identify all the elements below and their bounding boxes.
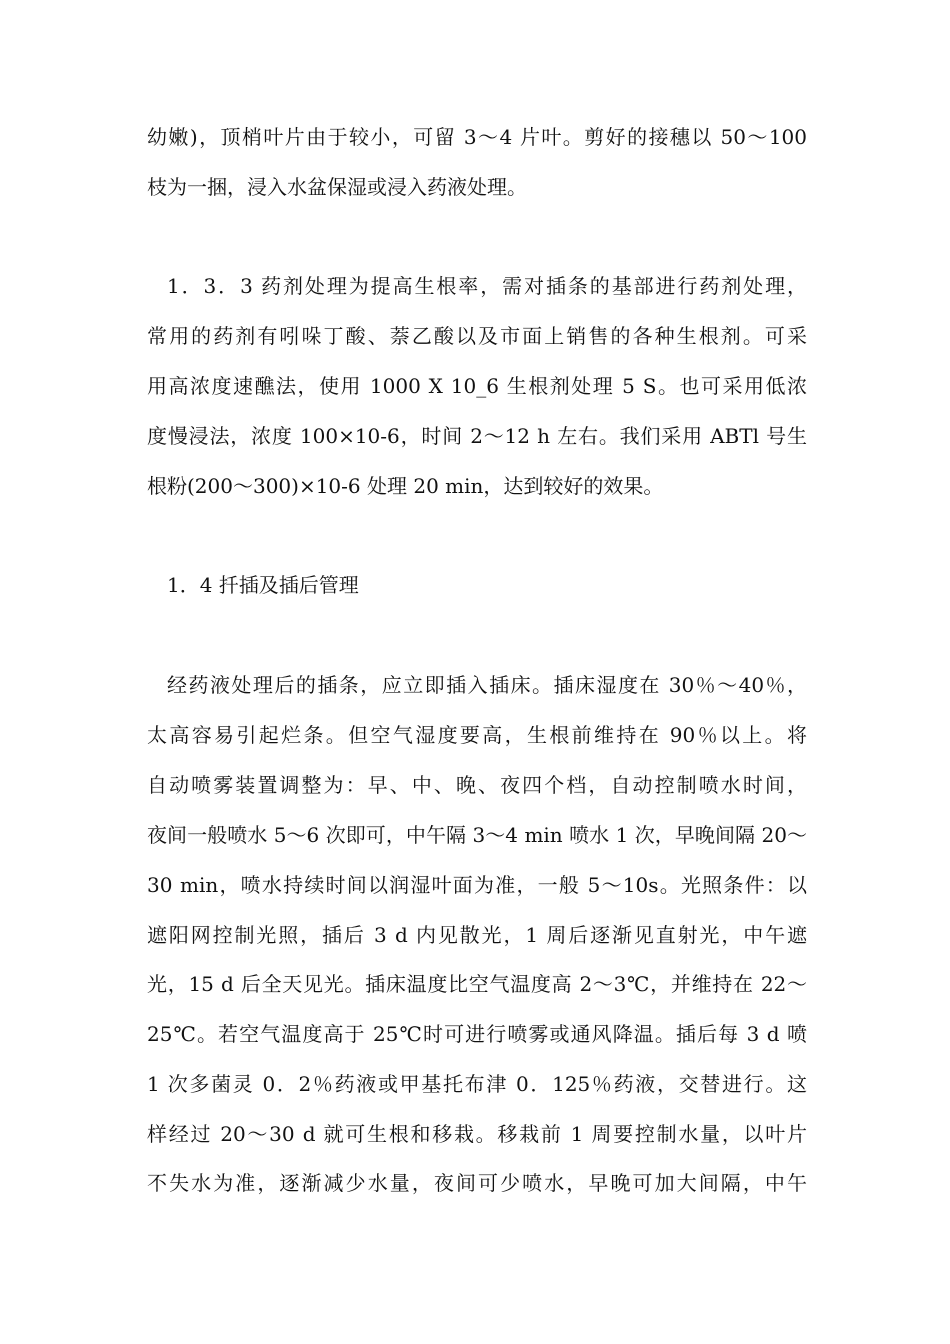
paragraph-3-line-1: 经药液处理后的插条，应立即插入插床。插床湿度在 30％～40％， xyxy=(167,673,807,697)
paragraph-2-line-2: 常用的药剂有吲哚丁酸、萘乙酸以及市面上销售的各种生根剂。可采 xyxy=(147,324,807,348)
paragraph-3-line-4: 夜间一般喷水 5～6 次即可，中午隔 3～4 min 喷水 1 次，早晚间隔 20～ xyxy=(147,823,807,847)
paragraph-3-line-8: 25℃。若空气温度高于 25℃时可进行喷雾或通风降温。插后每 3 d 喷 xyxy=(147,1022,807,1046)
paragraph-3-line-10: 样经过 20～30 d 就可生根和移栽。移栽前 1 周要控制水量，以叶片 xyxy=(147,1122,807,1146)
paragraph-2-line-4: 度慢浸法，浓度 100×10-6，时间 2～12 h 左右。我们采用 ABTl 号生 xyxy=(147,424,807,448)
paragraph-2-line-5: 根粉(200～300)×10-6 处理 20 min，达到较好的效果。 xyxy=(147,474,664,498)
paragraph-3-line-9: 1 次多菌灵 0．2％药液或甲基托布津 0．125％药液，交替进行。这 xyxy=(147,1072,807,1096)
paragraph-2-line-3: 用高浓度速醮法，使用 1000 X 10_6 生根剂处理 5 S。也可采用低浓 xyxy=(147,374,807,398)
paragraph-3-line-5: 30 min，喷水持续时间以润湿叶面为准，一般 5～10s。光照条件：以 xyxy=(147,873,807,897)
paragraph-3-line-3: 自动喷雾装置调整为：早、中、晚、夜四个档，自动控制喷水时间， xyxy=(147,773,807,797)
paragraph-3-line-2: 太高容易引起烂条。但空气湿度要高，生根前维持在 90％以上。将 xyxy=(147,723,807,747)
paragraph-3-line-7: 光，15 d 后全天见光。插床温度比空气温度高 2～3℃，并维持在 22～ xyxy=(147,972,807,996)
paragraph-2-line-1: 1．3．3 药剂处理为提高生根率，需对插条的基部进行药剂处理， xyxy=(167,274,807,298)
paragraph-1-line-2: 枝为一捆，浸入水盆保湿或浸入药液处理。 xyxy=(147,175,527,199)
paragraph-3-line-11: 不失水为准，逐渐减少水量，夜间可少喷水，早晚可加大间隔，中午 xyxy=(147,1171,807,1195)
paragraph-3-line-6: 遮阳网控制光照，插后 3 d 内见散光，1 周后逐渐见直射光，中午遮 xyxy=(147,923,807,947)
section-heading-1-4: 1．4 扦插及插后管理 xyxy=(167,573,359,597)
paragraph-1-line-1: 幼嫩)，顶梢叶片由于较小，可留 3～4 片叶。剪好的接穗以 50～100 xyxy=(147,125,807,149)
